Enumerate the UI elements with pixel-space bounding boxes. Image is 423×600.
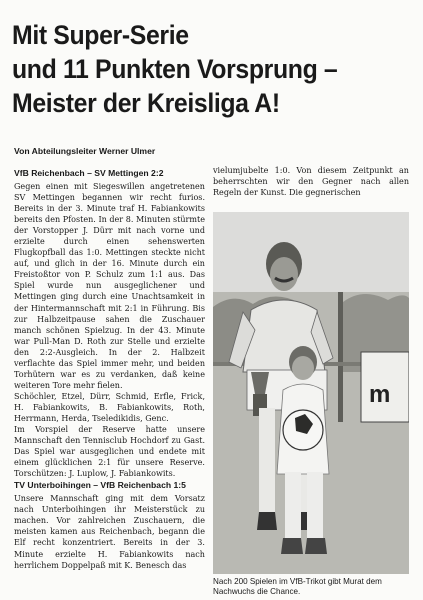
match1-report: Gegen einen mit Siegeswillen angetretenen SV Mettingen begannen wir recht furios. Bereits in der 3. Minute traf H. Fabiankowits bereits den Pfosten. In der 8. Minuten stürmte der Vorstopper J. Dürr mit nach vorne und erzielte durch einen sehenswerten Flugkopfball das 1:0. Mettingen steckte nicht auf, und glich in der 16. Minute durch ein Freistoßtor von P. Schulz zum 1:1 aus. Das Spiel wurde nun ausgeglichener und Mettingen ging durch eine Unachtsamkeit in der Hintermannschaft mit 2:1 in Führung. Bis zur Halbzeitpause sahen die Zuschauer manch schönen Spielzug. In der 43. Minute war Pull-Man D. Roth zur Stelle und erzielte den 2:2-Ausgleich. In der 2. Halbzeit verflachte das Spiel immer mehr, und beiden Torhütern war es zu verdanken, daß keine weiteren Tore mehr fielen. — [14, 182, 205, 390]
right-column-text: vielumjubelte 1:0. Von diesem Zeitpunkt an beherrschten wir den Gegner nach allen Regeln der Kunst. Die gegnerischen — [213, 166, 409, 198]
match2-report: Unsere Mannschaft ging mit dem Vorsatz nach Unterboihingen ihr Meisterstück zu machen. Vor zahlreichen Zuschauern, die meisten kamen aus Reichenbach, begann die Elf recht konzentriert. Bereits in der 3. Minute erzielte H. Fabiankowits nach herrlichem Doppelpaß mit K. Benesch das — [14, 494, 205, 570]
headline-line-3: Meister der Kreisliga A! — [12, 88, 280, 118]
headline — [12, 18, 380, 120]
match2-heading: TV Unterboihingen – VfB Reichenbach 1:5 — [14, 480, 186, 491]
headline-line-2: und 11 Punkten Vorsprung – — [12, 54, 338, 84]
match1-heading: VfB Reichenbach – SV Mettingen 2:2 — [14, 168, 164, 178]
reserve-report: Im Vorspiel der Reserve hatte unsere Mannschaft den Tennisclub Hochdorf zu Gast. Das Spiel war ausgeglichen und endete mit einem glücklichen 2:1 für unsere Reserve. Torschützen: J. Luplow, J. Fabiankowits. — [14, 425, 205, 479]
headline-line-1: Mit Super-Serie — [12, 20, 189, 50]
lineup: Schöchler, Etzel, Dürr, Schmid, Erfle, Frick, H. Fabiankowits, B. Fabiankowits, Roth, Herrmann, Herda, Tseledikidis, Genc. — [14, 391, 205, 423]
left-column — [14, 168, 205, 571]
photo-caption: Nach 200 Spielen im VfB-Trikot gibt Murat dem Nachwuchs die Chance. — [213, 577, 382, 596]
byline: Von Abteilungsleiter Werner Ulmer — [14, 146, 156, 156]
team-photo — [213, 212, 409, 574]
sign-text: m — [369, 381, 391, 408]
right-column — [213, 165, 409, 198]
photo-illustration — [213, 212, 409, 574]
